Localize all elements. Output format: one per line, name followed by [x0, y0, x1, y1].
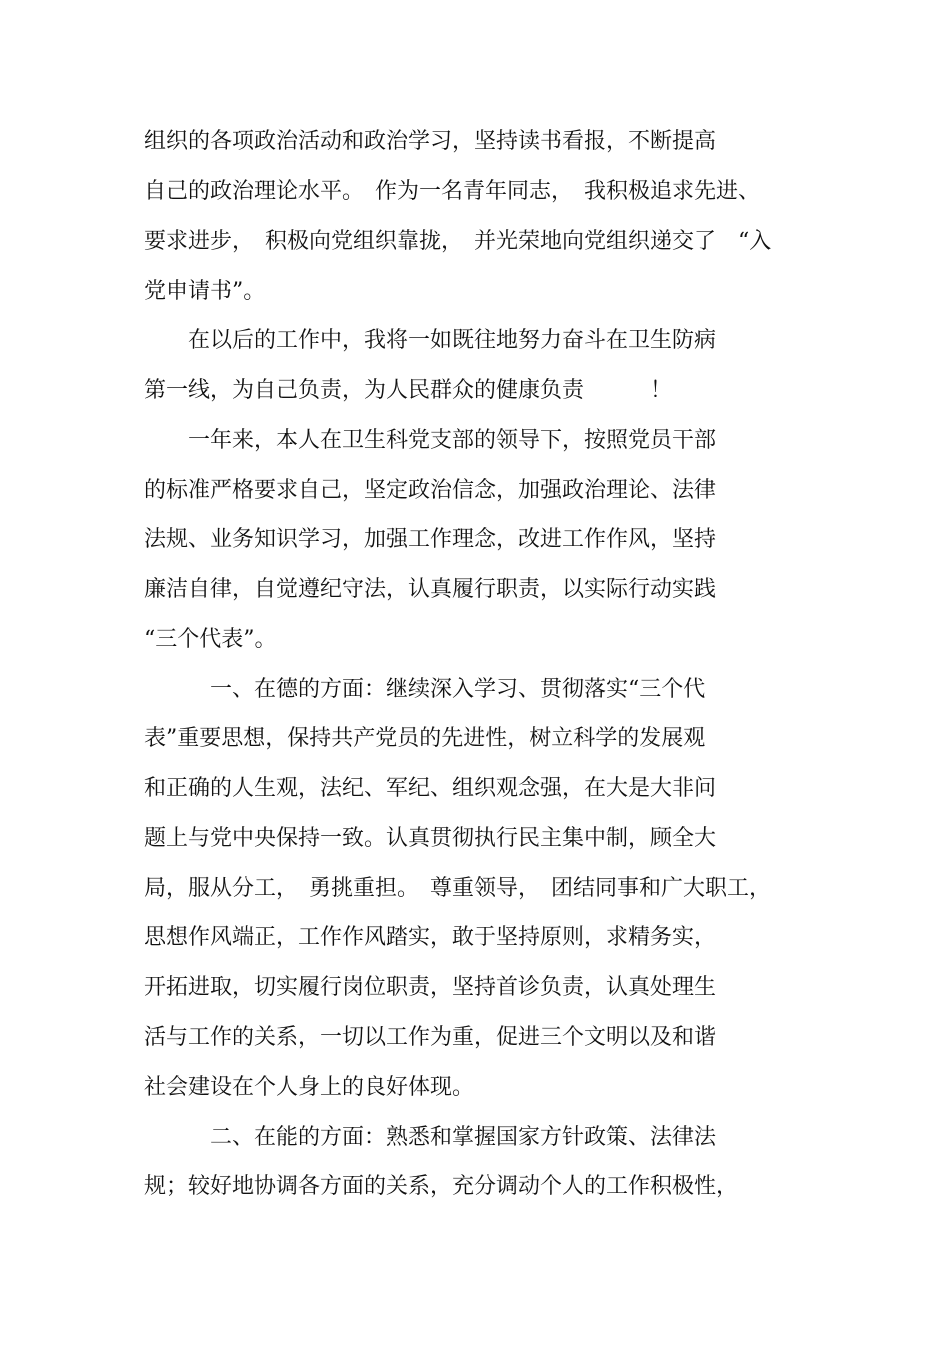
text-line: 组织的各项政治活动和政治学习，坚持读书看报，不断提高 [144, 129, 717, 154]
text-line: 一年来，本人在卫生科党支部的领导下，按照党员干部 [144, 428, 717, 453]
text-line: 要求进步， 积极向党组织靠拢， 并光荣地向党组织递交了 “入 [144, 229, 772, 254]
text-line: 党申请书”。 [144, 279, 266, 304]
text-line: 思想作风端正，工作作风踏实，敢于坚持原则，求精务实， [144, 925, 717, 950]
text-line: 活与工作的关系，一切以工作为重，促进三个文明以及和谐 [144, 1025, 717, 1050]
text-line: 二、在能的方面：熟悉和掌握国家方针政策、法律法 [144, 1125, 717, 1150]
text-line: 在以后的工作中，我将一如既往地努力奋斗在卫生防病 [144, 328, 717, 353]
text-line: 第一线，为自己负责，为人民群众的健康负责 ！ [144, 378, 673, 403]
text-line: 规；较好地协调各方面的关系，充分调动个人的工作积极性， [144, 1174, 739, 1199]
text-line: “三个代表”。 [144, 627, 277, 652]
text-line: 和正确的人生观，法纪、军纪、组织观念强，在大是大非问 [144, 776, 717, 801]
text-line: 表”重要思想，保持共产党员的先进性，树立科学的发展观 [144, 726, 706, 751]
text-line: 题上与党中央保持一致。认真贯彻执行民主集中制，顾全大 [144, 826, 717, 851]
text-line: 法规、业务知识学习，加强工作理念，改进工作作风，坚持 [144, 527, 717, 552]
text-line: 的标准严格要求自己，坚定政治信念，加强政治理论、法律 [144, 478, 717, 503]
text-line: 自己的政治理论水平。 作为一名青年同志， 我积极追求先进、 [144, 179, 761, 204]
text-line: 开拓进取，切实履行岗位职责，坚持首诊负责，认真处理生 [144, 975, 717, 1000]
text-line: 社会建设在个人身上的良好体现。 [144, 1075, 475, 1100]
text-line: 局，服从分工， 勇挑重担。 尊重领导， 团结同事和广大职工， [144, 876, 772, 901]
text-line: 一、在德的方面：继续深入学习、贯彻落实“三个代 [144, 677, 706, 702]
text-line: 廉洁自律，自觉遵纪守法，认真履行职责，以实际行动实践 [144, 577, 717, 602]
